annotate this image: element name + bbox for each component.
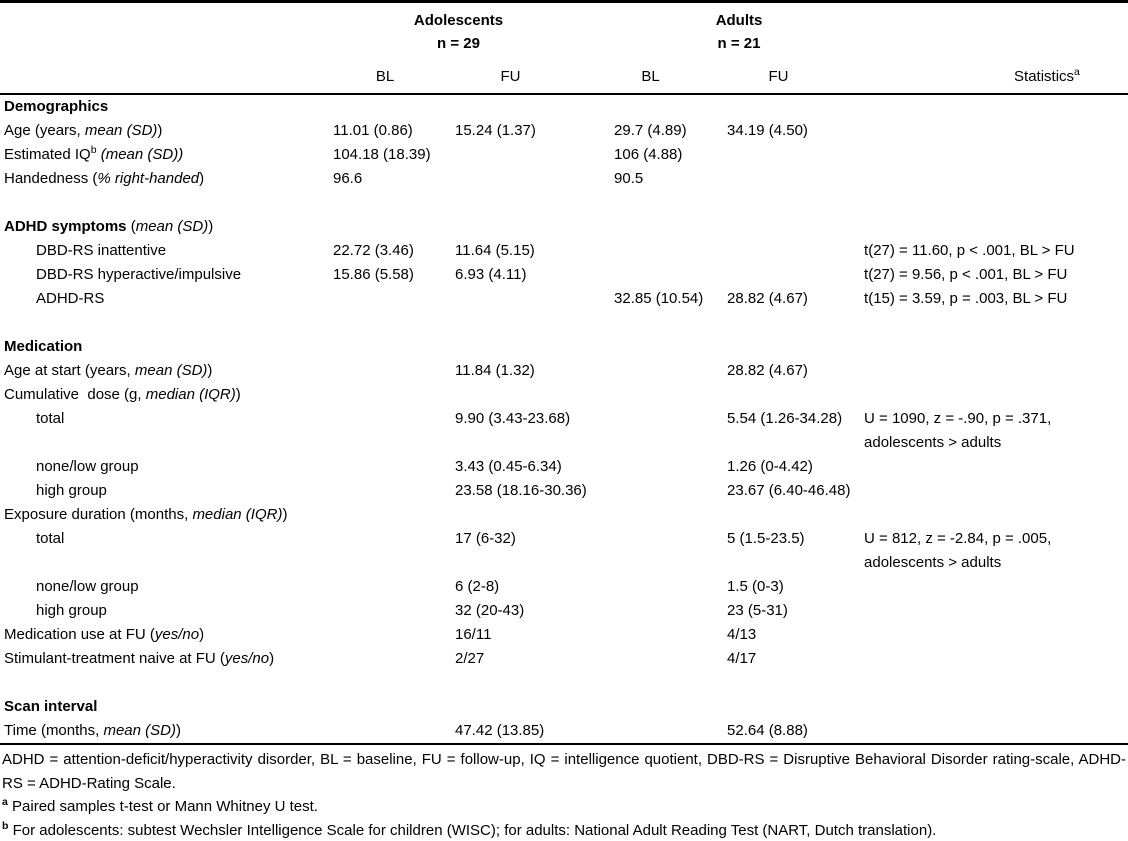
cell-adol-bl [333, 383, 455, 407]
cell-adult-bl: 90.5 [614, 170, 644, 187]
row-label [0, 695, 333, 719]
label-text: DBD-RS hyperactive/impulsive [36, 266, 242, 283]
cell-adult-bl: 106 (4.88) [614, 146, 683, 163]
cell-adult-fu: 5 (1.5-23.5) [727, 530, 805, 547]
adolescents-bl-header: BL [333, 59, 455, 94]
cell-adult-fu [727, 335, 864, 359]
footnotes [0, 745, 1128, 841]
row-label [0, 287, 333, 311]
footnote-a-text: Paired samples t-test or Mann Whitney U test. [12, 798, 318, 815]
label-text: ADHD symptoms [4, 218, 127, 235]
cell-adol-bl [333, 359, 455, 383]
cell-adol-bl: 104.18 (18.39) [333, 146, 431, 163]
subheader-row [0, 59, 1128, 94]
adolescents-group-header [333, 2, 614, 60]
cell-stats [864, 215, 1128, 239]
cell-adol-bl [333, 215, 455, 239]
cell-adol-bl [333, 599, 455, 623]
row-label [0, 335, 333, 359]
table-row [0, 599, 1128, 623]
cell-adult-fu [727, 239, 864, 263]
cell-adol-fu [455, 383, 614, 407]
footnote-marker: b [90, 144, 97, 156]
adolescents-n: n = 29 [437, 35, 480, 52]
table-row [0, 407, 1128, 455]
cell-adol-fu [455, 503, 614, 527]
table-row [0, 167, 1128, 191]
cell-adol-fu: 15.24 (1.37) [455, 122, 536, 139]
cell-adol-bl [333, 407, 455, 455]
cell-stats [864, 599, 1128, 623]
row-label [0, 359, 333, 383]
cell-stats [864, 359, 1128, 383]
cell-stats [864, 479, 1128, 503]
spacer-row [0, 311, 1128, 335]
label-text: mean (SD) [103, 722, 176, 739]
label-text: ) [199, 626, 205, 643]
table-row [0, 359, 1128, 383]
cell-adult-bl [614, 335, 727, 359]
table-row [0, 383, 1128, 407]
row-label [0, 647, 333, 671]
footnote-a [2, 795, 1126, 819]
spacer-row [0, 191, 1128, 215]
cell-adult-bl [614, 527, 727, 575]
row-label [0, 263, 333, 287]
cell-adult-bl [614, 503, 727, 527]
cell-stats: t(15) = 3.59, p = .003, BL > FU [864, 290, 1068, 307]
cell-adult-bl: 29.7 (4.89) [614, 122, 687, 139]
table-row [0, 239, 1128, 263]
label-text: median (IQR) [145, 386, 236, 403]
cell-adol-fu: 9.90 (3.43-23.68) [455, 410, 571, 427]
table-row [0, 575, 1128, 599]
cell-adol-fu [455, 215, 614, 239]
cell-adult-bl [614, 239, 727, 263]
cell-stats [864, 167, 1128, 191]
label-text: mean (SD) [135, 218, 209, 235]
cell-adol-bl [333, 575, 455, 599]
cell-adol-bl [333, 695, 455, 719]
cell-adult-bl [614, 479, 727, 503]
label-text: ) [176, 722, 181, 739]
cell-adult-fu: 28.82 (4.67) [727, 290, 808, 307]
cell-stats [864, 503, 1128, 527]
cell-adol-bl: 22.72 (3.46) [333, 242, 414, 259]
cell-adol-fu: 6 (2-8) [455, 578, 500, 595]
row-label [0, 503, 333, 527]
label-text: ) [207, 362, 213, 379]
table-row [0, 719, 1128, 744]
group-header-row [0, 2, 1128, 60]
cell-stats: U = 1090, z = -.90, p = .371, adolescents > adults [864, 410, 1052, 451]
cell-adol-bl [333, 335, 455, 359]
cell-stats: t(27) = 11.60, p < .001, BL > FU [864, 242, 1075, 259]
cell-adol-bl [333, 455, 455, 479]
footnote-b-text: For adolescents: subtest Wechsler Intelligence Scale for children (WISC); for adults: National Adult Reading Test (NART, Dutch translation). [12, 821, 937, 839]
cell-stats [864, 575, 1128, 599]
cell-adult-fu: 4/17 [727, 650, 757, 667]
table-row [0, 623, 1128, 647]
table-row [0, 503, 1128, 527]
section-row [0, 695, 1128, 719]
cell-adult-fu [727, 167, 864, 191]
label-text: ) [282, 506, 288, 523]
label-text: ) [269, 650, 275, 667]
row-label [0, 167, 333, 191]
cell-adol-bl [333, 647, 455, 671]
label-text: none/low group [36, 578, 139, 595]
cell-adol-bl [333, 94, 455, 119]
cell-stats [864, 143, 1128, 167]
label-text: Demographics [4, 98, 109, 115]
label-text: Cumulative dose (g, [4, 386, 146, 403]
label-text: high group [36, 482, 107, 499]
cell-adult-bl [614, 359, 727, 383]
cell-adult-fu [727, 503, 864, 527]
cell-stats: t(27) = 9.56, p < .001, BL > FU [864, 266, 1068, 283]
label-text: ) [208, 218, 214, 235]
spacer-cell [0, 311, 1128, 335]
table-row [0, 143, 1128, 167]
cell-adol-fu: 3.43 (0.45-6.34) [455, 458, 562, 475]
cell-adol-bl [333, 719, 455, 744]
cell-stats [864, 383, 1128, 407]
row-label [0, 407, 333, 455]
cell-adult-bl: 32.85 (10.54) [614, 290, 704, 307]
cell-adol-bl [333, 623, 455, 647]
cell-adult-bl [614, 215, 727, 239]
cell-adult-fu [727, 215, 864, 239]
cell-adult-fu: 34.19 (4.50) [727, 122, 808, 139]
cell-adol-bl [333, 479, 455, 503]
cell-adol-bl: 11.01 (0.86) [333, 122, 413, 139]
label-text: ) [199, 170, 205, 187]
cell-adol-fu [455, 287, 614, 311]
table-row [0, 647, 1128, 671]
cell-adult-bl [614, 695, 727, 719]
empty-header-cell [0, 2, 333, 60]
label-text: total [36, 410, 65, 427]
cell-adol-fu: 17 (6-32) [455, 530, 516, 547]
cell-stats [864, 119, 1128, 143]
cell-adol-fu [455, 143, 614, 167]
label-text: % right-handed [97, 170, 200, 187]
row-label [0, 455, 333, 479]
cell-adult-bl [614, 94, 727, 119]
cell-adol-fu [455, 94, 614, 119]
adults-group-header [614, 2, 864, 60]
spacer-row [0, 671, 1128, 695]
label-text: yes/no [154, 626, 200, 643]
cell-stats [864, 719, 1128, 744]
label-text: Medication [4, 338, 83, 355]
cell-adol-fu: 16/11 [455, 626, 492, 643]
adults-fu-header: FU [727, 59, 864, 94]
cell-adult-fu: 1.26 (0-4.42) [727, 458, 813, 475]
cell-adult-fu: 5.54 (1.26-34.28) [727, 410, 843, 427]
cell-adult-fu [727, 143, 864, 167]
cell-adult-fu [727, 263, 864, 287]
row-label [0, 479, 333, 503]
adolescents-label: Adolescents [413, 12, 504, 29]
spacer-cell [0, 671, 1128, 695]
cell-adol-bl [333, 287, 455, 311]
cell-adult-bl [614, 263, 727, 287]
cell-adult-fu: 52.64 (8.88) [727, 722, 808, 739]
cell-adult-bl [614, 455, 727, 479]
cell-adol-fu: 11.64 (5.15) [455, 242, 535, 259]
cell-adol-fu: 47.42 (13.85) [455, 722, 545, 739]
adults-n: n = 21 [717, 35, 761, 52]
section-row [0, 335, 1128, 359]
cell-adult-fu: 4/13 [727, 626, 757, 643]
cell-adult-bl [614, 407, 727, 455]
cell-adol-fu: 2/27 [455, 650, 485, 667]
cell-adol-fu: 23.58 (18.16-30.36) [455, 482, 587, 499]
label-text: Age (years, [4, 122, 85, 139]
cell-adult-bl [614, 575, 727, 599]
label-text: ( [126, 218, 136, 235]
footnote-b-marker: b [2, 819, 9, 832]
row-label [0, 599, 333, 623]
cell-adult-fu: 23 (5-31) [727, 602, 788, 619]
label-text: Exposure duration (months, [4, 506, 193, 523]
cell-adol-bl [333, 503, 455, 527]
cell-adol-fu [455, 335, 614, 359]
label-text: Medication use at FU ( [4, 626, 155, 643]
adults-label: Adults [715, 12, 763, 29]
label-text: ADHD-RS [36, 290, 105, 307]
row-label [0, 119, 333, 143]
label-text: DBD-RS inattentive [36, 242, 167, 259]
cell-adult-fu [727, 695, 864, 719]
adolescents-fu-header: FU [455, 59, 614, 94]
row-label [0, 143, 333, 167]
cell-adult-fu: 28.82 (4.67) [727, 362, 808, 379]
cell-adult-fu: 1.5 (0-3) [727, 578, 784, 595]
cell-stats [864, 647, 1128, 671]
table-row [0, 287, 1128, 311]
table-row [0, 527, 1128, 575]
statistics-footnote-marker: a [1074, 66, 1080, 78]
cell-adult-bl [614, 623, 727, 647]
cell-adol-fu: 6.93 (4.11) [455, 266, 527, 283]
cell-stats: U = 812, z = -2.84, p = .005, adolescents > adults [864, 530, 1052, 571]
cell-adult-fu [727, 383, 864, 407]
cell-adult-bl [614, 599, 727, 623]
label-text: (mean (SD)) [100, 146, 184, 163]
cell-adol-fu: 11.84 (1.32) [455, 362, 535, 379]
cell-adol-fu: 32 (20-43) [455, 602, 525, 619]
label-text: Handedness ( [4, 170, 98, 187]
label-text: mean (SD) [84, 122, 158, 139]
row-label [0, 527, 333, 575]
cell-adol-fu [455, 695, 614, 719]
cell-stats [864, 94, 1128, 119]
row-label [0, 383, 333, 407]
row-label [0, 239, 333, 263]
footnote-a-marker: a [2, 796, 8, 808]
section-row [0, 94, 1128, 119]
row-label [0, 623, 333, 647]
statistics-header [864, 59, 1128, 94]
cell-adult-bl [614, 383, 727, 407]
empty-header-cell [0, 59, 333, 94]
table-row [0, 479, 1128, 503]
cell-stats [864, 335, 1128, 359]
table-row [0, 455, 1128, 479]
label-text: total [36, 530, 65, 547]
row-label [0, 575, 333, 599]
cell-adol-bl: 15.86 (5.58) [333, 266, 414, 283]
row-label [0, 94, 333, 119]
label-text: ) [235, 386, 241, 403]
table-row [0, 263, 1128, 287]
table-row [0, 119, 1128, 143]
cell-stats [864, 455, 1128, 479]
empty-header-cell [864, 2, 1128, 60]
label-text: Estimated IQ [4, 146, 91, 163]
cell-stats [864, 695, 1128, 719]
label-text: median (IQR) [192, 506, 283, 523]
label-text: high group [36, 602, 107, 619]
cell-adol-bl: 96.6 [333, 170, 363, 187]
footnote-b [2, 819, 1126, 841]
cell-adult-fu [727, 94, 864, 119]
cell-stats [864, 623, 1128, 647]
label-text: mean (SD) [134, 362, 208, 379]
cell-adult-bl [614, 647, 727, 671]
label-text: Stimulant-treatment naive at FU ( [4, 650, 225, 667]
spacer-cell [0, 191, 1128, 215]
statistics-header-label: Statistics [1014, 68, 1075, 85]
cell-adol-fu [455, 167, 614, 191]
footnote-abbreviations: ADHD = attention-deficit/hyperactivity disorder, BL = baseline, FU = follow-up, IQ = intelligence quotient, DBD-RS = Disruptive Behavioral Disorder rating-scale, ADHD-RS = ADHD-Rating Scale. [2, 751, 1126, 792]
cell-adol-bl [333, 527, 455, 575]
label-text: Scan interval [4, 698, 98, 715]
cell-adult-bl [614, 719, 727, 744]
label-text: Time (months, [4, 722, 104, 739]
label-text: Age at start (years, [4, 362, 135, 379]
label-text: yes/no [224, 650, 270, 667]
cell-adult-fu: 23.67 (6.40-46.48) [727, 482, 851, 499]
label-text: none/low group [36, 458, 139, 475]
adults-bl-header: BL [614, 59, 727, 94]
row-label [0, 719, 333, 744]
row-label [0, 215, 333, 239]
label-text: ) [157, 122, 163, 139]
section-row [0, 215, 1128, 239]
